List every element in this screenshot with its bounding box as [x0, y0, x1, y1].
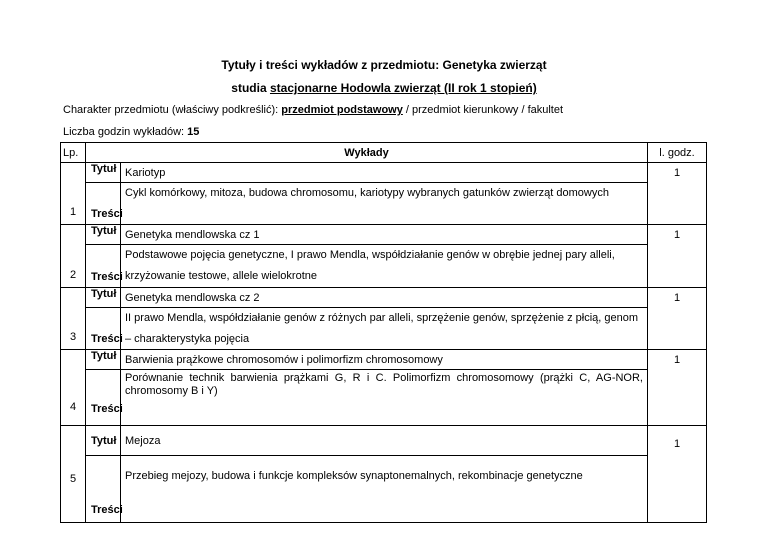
table-row-content	[61, 370, 707, 426]
lecture-content-line2: krzyżowanie testowe, allele wielokrotne	[125, 270, 317, 282]
title-label: Tytuł	[86, 225, 121, 245]
lecture-content: Przebieg mejozy, budowa i funkcje kompleksów synaptonemalnych, rekombinacje genetyczne	[121, 456, 648, 523]
page-subtitle	[0, 81, 768, 95]
lecture-hours-line	[63, 126, 199, 138]
lecture-content	[121, 308, 648, 350]
table-row	[61, 350, 707, 370]
lecture-hours: 1	[648, 288, 707, 350]
title-label: Tytuł	[86, 163, 121, 183]
content-label: Treści	[86, 456, 121, 523]
column-header-lp: Lp.	[61, 143, 86, 163]
column-header-lectures: Wykłady	[86, 143, 648, 163]
title-label: Tytuł	[86, 426, 121, 456]
subtitle-study-mode: stacjonarne Hodowla zwierząt (II rok 1 stopień)	[269, 81, 537, 95]
table-row-content	[61, 245, 707, 288]
course-character-selected: przedmiot podstawowy	[281, 104, 403, 116]
lecture-content-text: Porównanie technik barwienia prążkami G, R i C. Polimorfizm chromosomowy (prążki C, AG-NOR, chromosomy B i Y)	[125, 372, 643, 397]
table-row	[61, 163, 707, 183]
table-row-content	[61, 308, 707, 350]
course-character-line	[63, 104, 563, 116]
lecture-title: Genetyka mendlowska cz 1	[121, 225, 648, 245]
table-header-row	[61, 143, 707, 163]
lecture-hours: 1	[648, 426, 707, 523]
lectures-table	[60, 142, 707, 523]
row-number: 4	[61, 350, 86, 426]
row-number: 5	[61, 426, 86, 523]
content-label: Treści	[86, 183, 121, 225]
row-number: 2	[61, 225, 86, 288]
column-header-hours: l. godz.	[648, 143, 707, 163]
content-label: Treści	[86, 308, 121, 350]
lecture-hours: 1	[648, 163, 707, 225]
row-number: 1	[61, 163, 86, 225]
title-label: Tytuł	[86, 288, 121, 308]
lecture-hours-value: 15	[187, 126, 200, 138]
row-number: 3	[61, 288, 86, 350]
table-row	[61, 288, 707, 308]
lecture-content-line1: II prawo Mendla, współdziałanie genów z różnych par alleli, sprzężenie genów, sprzężenie z płcią, genom	[125, 312, 638, 324]
lecture-title: Kariotyp	[121, 163, 648, 183]
subtitle-prefix: studia	[231, 81, 270, 95]
lecture-hours: 1	[648, 225, 707, 288]
lecture-content	[121, 370, 648, 426]
title-label: Tytuł	[86, 350, 121, 370]
lecture-hours-label: Liczba godzin wykładów:	[63, 126, 188, 138]
lecture-content: Cykl komórkowy, mitoza, budowa chromosomu, kariotypy wybranych gatunków zwierząt domowych	[121, 183, 648, 225]
table-row-content	[61, 183, 707, 225]
course-character-label: Charakter przedmiotu (właściwy podkreślić):	[63, 104, 282, 116]
table-row-content	[61, 456, 707, 523]
lecture-title: Mejoza	[121, 426, 648, 456]
course-character-options: / przedmiot kierunkowy / fakultet	[402, 104, 564, 116]
page-title: Tytuły i treści wykładów z przedmiotu: Genetyka zwierząt	[221, 58, 547, 72]
lecture-title: Barwienia prążkowe chromosomów i polimorfizm chromosomowy	[121, 350, 648, 370]
content-label: Treści	[86, 245, 121, 288]
table-row	[61, 225, 707, 245]
lecture-content-line1: Podstawowe pojęcia genetyczne, I prawo Mendla, współdziałanie genów w obrębie jednej pary alleli,	[125, 249, 615, 261]
table-row	[61, 426, 707, 456]
content-label: Treści	[86, 370, 121, 426]
lecture-hours: 1	[648, 350, 707, 426]
lecture-title: Genetyka mendlowska cz 2	[121, 288, 648, 308]
lecture-content-line2: – charakterystyka pojęcia	[125, 333, 250, 345]
lecture-content	[121, 245, 648, 288]
